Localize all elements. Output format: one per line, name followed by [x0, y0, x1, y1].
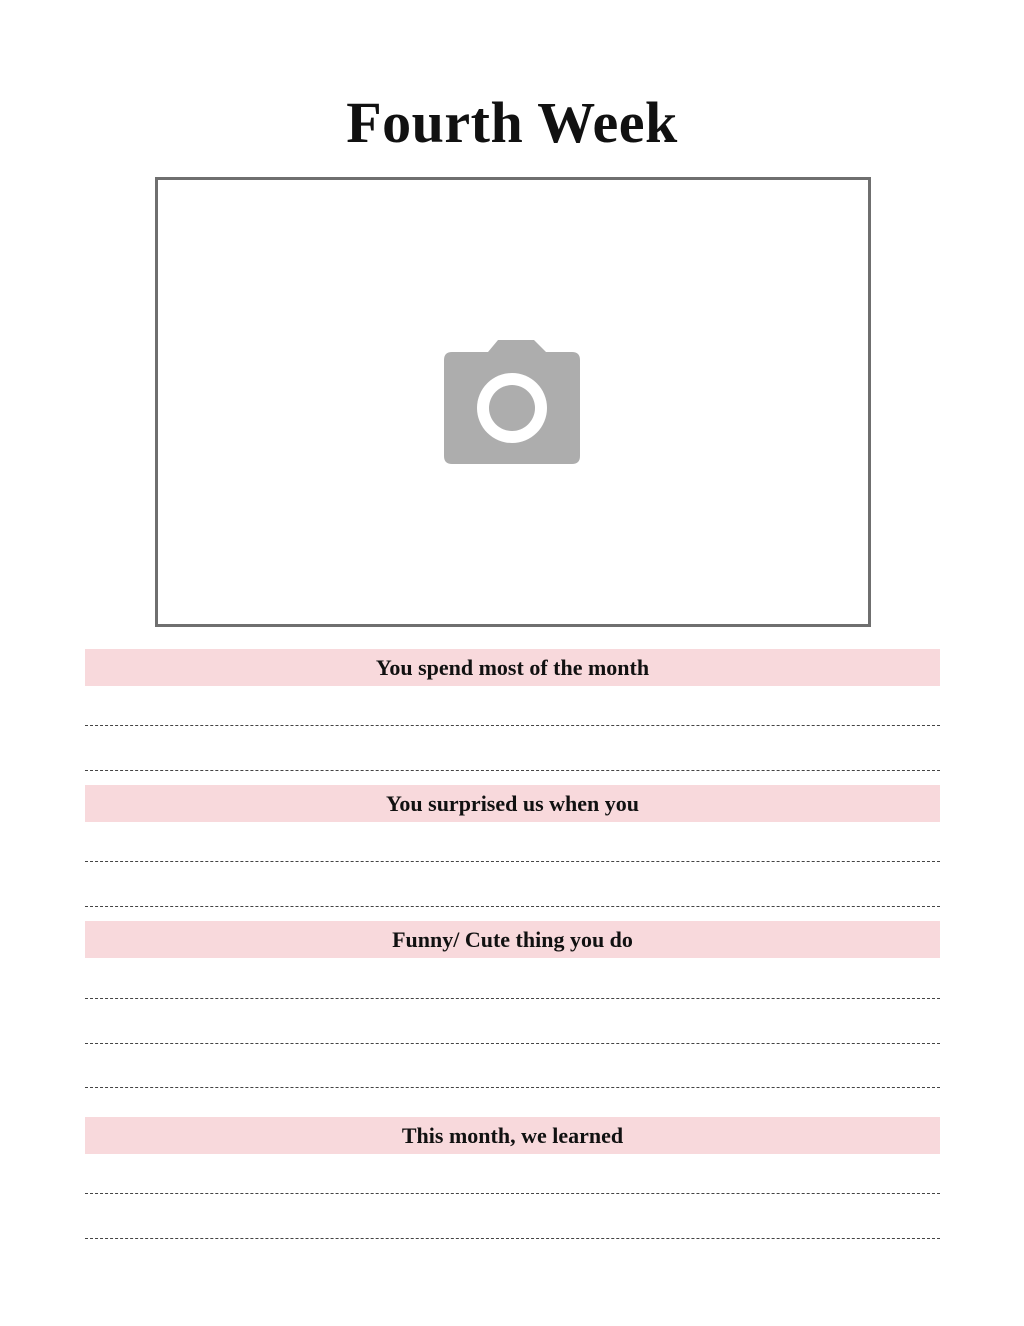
writing-line[interactable] — [85, 1043, 940, 1044]
section-heading-surprised-us: You surprised us when you — [85, 785, 940, 822]
camera-icon — [440, 338, 584, 468]
writing-line[interactable] — [85, 906, 940, 907]
page-title: Fourth Week — [346, 90, 678, 155]
writing-line[interactable] — [85, 1087, 940, 1088]
section-heading-most-of-month: You spend most of the month — [85, 649, 940, 686]
writing-line[interactable] — [85, 1193, 940, 1194]
writing-line[interactable] — [85, 1238, 940, 1239]
writing-line[interactable] — [85, 998, 940, 999]
writing-line[interactable] — [85, 725, 940, 726]
section-heading-we-learned: This month, we learned — [85, 1117, 940, 1154]
section-heading-funny-cute: Funny/ Cute thing you do — [85, 921, 940, 958]
writing-line[interactable] — [85, 861, 940, 862]
writing-line[interactable] — [85, 770, 940, 771]
